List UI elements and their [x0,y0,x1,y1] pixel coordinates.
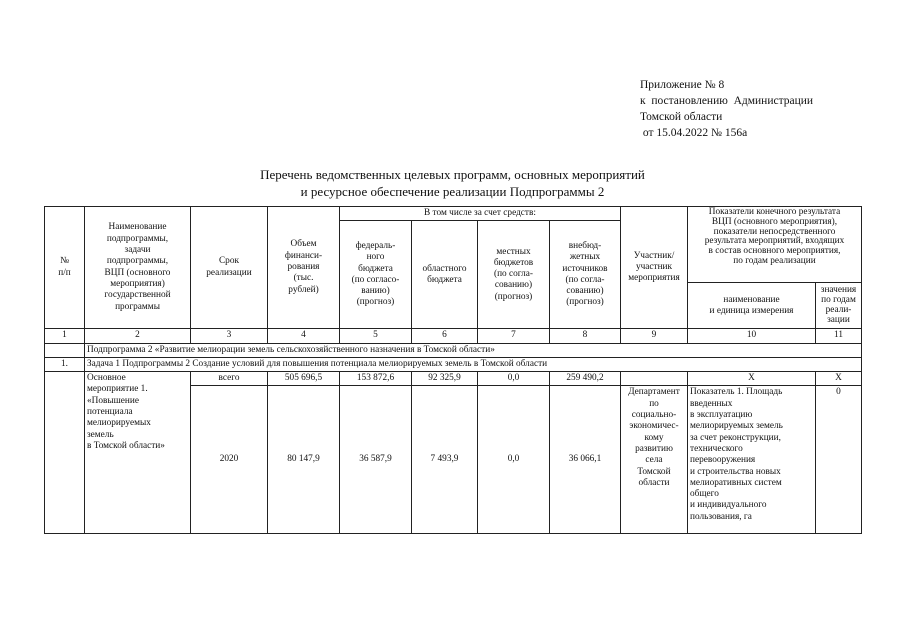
header-federal: федераль- ного бюджета (по согласо- ванию) (прогноз) [340,221,412,329]
column-number: 2 [85,329,191,343]
total-regional: 92 325,9 [412,372,478,386]
header-including: В том числе за счет средств: [340,207,621,221]
year-2020-federal: 36 587,9 [340,386,412,534]
year-2020-term: 2020 [191,386,268,534]
main-event-participant: Департамент по социально- экономичес- кому развитию села Томской области [621,386,688,534]
header-volume: Объем финанси- рования (тыс. рублей) [268,207,340,329]
document-title [0,166,905,200]
header-name: Наименование подпрограммы, задачи подпрограммы, ВЦП (основного мероприятия) государственной программы [85,207,191,329]
column-number: 4 [268,329,340,343]
total-volume: 505 696,5 [268,372,340,386]
program-table [44,206,862,534]
column-number: 6 [412,329,478,343]
header-num: № п/п [45,207,85,329]
subprogram-num-cell [45,343,85,357]
column-number: 8 [550,329,621,343]
header-indicator-name: наименование и единица измерения [688,283,816,329]
column-number: 3 [191,329,268,343]
column-number-row [45,329,862,343]
total-participant-cell [621,372,688,386]
column-number: 1 [45,329,85,343]
total-federal: 153 872,6 [340,372,412,386]
main-event-name: Основное мероприятие 1. «Повышение потенциала мелиорируемых земель в Томской области» [85,372,191,534]
main-event-indicator-value: 0 [816,386,862,534]
header-extrabudget: внебюд- жетных источников (по согла- сованию) (прогноз) [550,221,621,329]
title-line-2: и ресурсное обеспечение реализации Подпрограммы 2 [300,184,605,199]
header-row-1 [45,207,862,221]
total-indicator-value: Х [816,372,862,386]
column-number: 10 [688,329,816,343]
task-title: Задача 1 Подпрограммы 2 Создание условий для повышения потенциала мелиорируемых земель в Томской области [85,357,862,371]
header-participant: Участник/ участник мероприятия [621,207,688,329]
year-2020-volume: 80 147,9 [268,386,340,534]
task-row [45,357,862,371]
appendix-block [640,77,813,141]
header-local: местных бюджетов (по согла- сованию) (прогноз) [478,221,550,329]
main-event-indicator-name: Показатель 1. Площадь введенных в эксплуатацию мелиорируемых земель за счет реконструкции, технического перевооружения и строительства новых мелиоративных систем общего и индивидуального пользования, га [688,386,816,534]
main-event-total-row [45,372,862,386]
total-local: 0,0 [478,372,550,386]
appendix-line-2: к постановлению Администрации [640,95,814,107]
subprogram-row [45,343,862,357]
total-indicator-name: Х [688,372,816,386]
column-number: 7 [478,329,550,343]
total-extrabudget: 259 490,2 [550,372,621,386]
total-term: всего [191,372,268,386]
column-number: 9 [621,329,688,343]
task-num: 1. [45,357,85,371]
year-2020-regional: 7 493,9 [412,386,478,534]
title-line-1: Перечень ведомственных целевых программ, основных мероприятий [260,167,645,182]
column-number: 5 [340,329,412,343]
appendix-line-4: от 15.04.2022 № 156а [640,127,748,139]
header-indicator-values: значения по годам реали- зации [816,283,862,329]
year-2020-extrabudget: 36 066,1 [550,386,621,534]
header-regional: областного бюджета [412,221,478,329]
appendix-line-3: Томской области [640,111,723,123]
appendix-line-1: Приложение № 8 [640,79,725,91]
column-number: 11 [816,329,862,343]
subprogram-title: Подпрограмма 2 «Развитие мелиорации земель сельскохозяйственного назначения в Томской области» [85,343,862,357]
main-event-num-cell [45,372,85,534]
header-term: Срок реализации [191,207,268,329]
header-indicators: Показатели конечного результата ВЦП (основного мероприятия), показатели непосредственного результата мероприятий, входящих в состав основного мероприятия, по годам реализации [688,207,862,283]
year-2020-local: 0,0 [478,386,550,534]
